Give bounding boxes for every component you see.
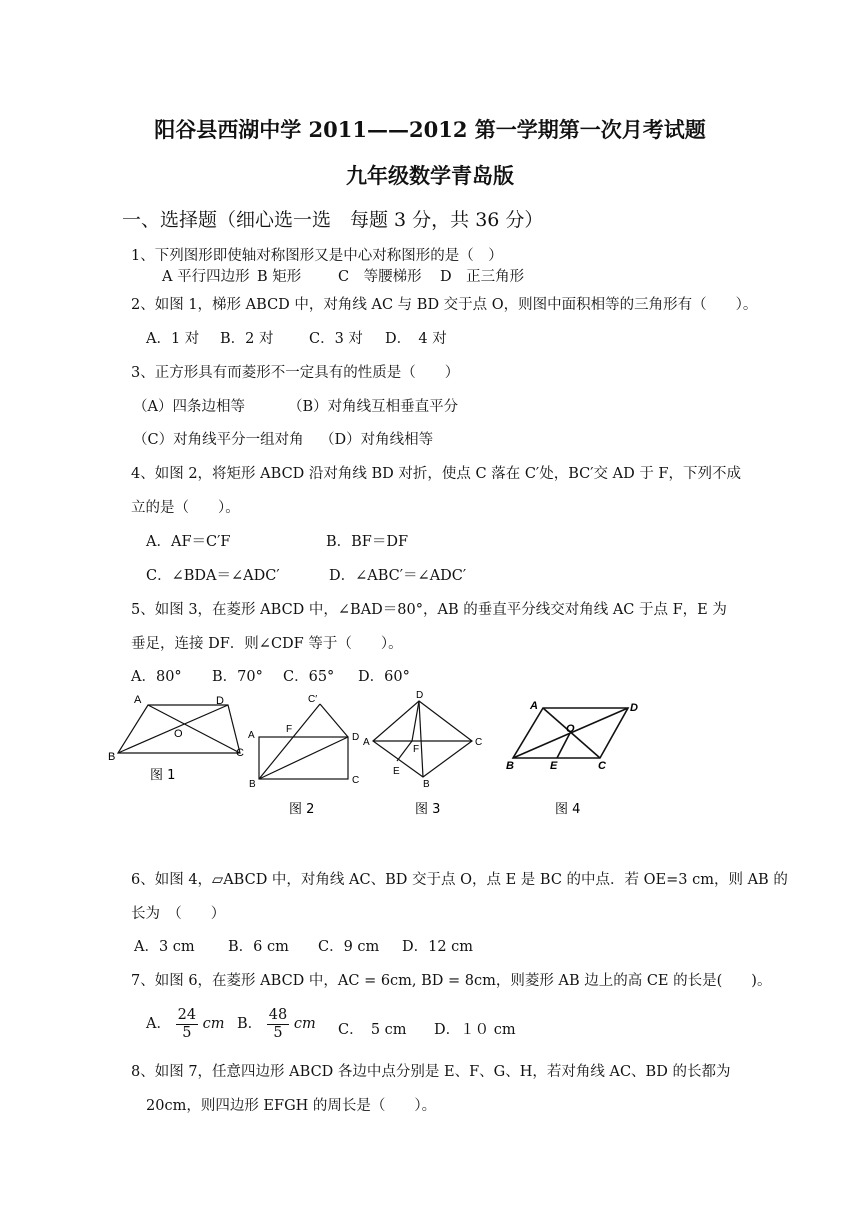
fig3-label-b: B	[423, 779, 430, 790]
fig2-label-c: C	[352, 775, 360, 786]
fig2-fold-bc	[259, 704, 320, 779]
question-5-stem-line1: 5、如图 3，在菱形 ABCD 中，∠BAD＝80°，AB 的垂直平分线交对角线 AC 于点 F，E 为	[131, 602, 727, 618]
fig4-caption: 图 4	[555, 802, 581, 817]
question-3-option-c: （C）对角线平分一组对角	[133, 432, 304, 448]
figure-2-folded-rectangle	[259, 704, 348, 779]
figures-row	[100, 690, 660, 820]
q7-a-denominator: 5	[182, 1024, 192, 1041]
page-subtitle: 九年级数学青岛版	[346, 163, 514, 188]
question-7-stem: 7、如图 6，在菱形 ABCD 中，AC = 6cm, BD = 8cm，则菱形 AB 边上的高 CE 的长是( )。	[131, 973, 772, 989]
fig4-label-e: E	[550, 760, 558, 772]
fig2-caption: 图 2	[289, 802, 315, 817]
question-5-stem-line2: 垂足，连接 DF．则∠CDF 等于（ ）。	[131, 636, 403, 652]
question-6-option-b: B．6 cm	[228, 939, 289, 955]
q7-b-numerator: 48	[268, 1007, 288, 1023]
fig3-segment-fe	[397, 741, 412, 761]
fig3-label-c: C	[475, 737, 483, 748]
question-7-option-d: D．１０ cm	[434, 1022, 516, 1038]
question-2-stem: 2、如图 1，梯形 ABCD 中，对角线 AC 与 BD 交于点 O，则图中面积相等的三角形有（ ）。	[131, 297, 758, 313]
question-5-option-c: C．65°	[283, 669, 335, 685]
fig1-diagonal-ac	[148, 705, 240, 753]
fig3-label-a: A	[363, 737, 370, 748]
question-3-option-a: （A）四条边相等	[133, 399, 245, 415]
fig4-label-c: C	[598, 760, 606, 772]
fig1-label-d: D	[216, 695, 224, 707]
fig4-label-d: D	[630, 702, 638, 714]
fig3-segment-df	[412, 701, 419, 741]
question-4-option-b: B．BF＝DF	[326, 534, 409, 550]
figure-3-rhombus	[373, 701, 472, 777]
question-1-option-d: D 正三角形	[440, 269, 525, 285]
section-heading: 一、选择题（细心选一选 每题 3 分，共 36 分）	[122, 209, 544, 231]
question-7-option-a	[146, 1007, 225, 1041]
fig3-label-f: F	[413, 744, 420, 755]
q7-b-unit: cm	[293, 1016, 316, 1033]
fig1-label-o: O	[174, 728, 183, 740]
q7-b-fraction	[267, 1007, 289, 1041]
q7-a-fraction	[176, 1007, 198, 1041]
question-6-option-d: D．12 cm	[402, 939, 474, 955]
question-6-option-a: A．3 cm	[134, 939, 195, 955]
fig4-label-a: A	[530, 700, 538, 712]
fig4-label-b: B	[506, 760, 514, 772]
question-5-option-d: D．60°	[358, 669, 410, 685]
question-7-option-b	[237, 1007, 316, 1041]
question-4-stem-line1: 4、如图 2，将矩形 ABCD 沿对角线 BD 对折，使点 C 落在 C′处，BC′交 AD 于 F，下列不成	[131, 466, 741, 482]
question-1-option-b: B 矩形	[257, 269, 302, 285]
fig1-label-b: B	[108, 751, 116, 763]
fig2-label-c-prime: C′	[308, 694, 318, 705]
question-4-option-a: A．AF＝C′F	[146, 534, 231, 550]
question-3-option-d: （D）对角线相等	[320, 432, 434, 448]
question-3-stem: 3、正方形具有而菱形不一定具有的性质是（ ）	[131, 365, 460, 381]
question-8-stem-line2: 20cm，则四边形 EFGH 的周长是（ ）。	[146, 1098, 437, 1114]
q7-b-denominator: 5	[273, 1024, 283, 1041]
fig3-label-e: E	[393, 766, 400, 777]
q7-a-unit: cm	[202, 1016, 225, 1033]
fig1-label-c: C	[236, 747, 244, 759]
fig2-label-a: A	[248, 730, 255, 741]
question-1-option-a: A 平行四边形	[162, 269, 250, 285]
fig3-label-d: D	[416, 690, 424, 701]
fig2-diagonal-bd	[259, 737, 348, 779]
fig1-caption: 图 1	[150, 768, 176, 783]
page-title: 阳谷县西湖中学 2011——2012 第一学期第一次月考试题	[154, 117, 706, 142]
question-4-stem-line2: 立的是（ ）。	[131, 500, 240, 516]
question-4-option-d: D．∠ABC′＝∠ADC′	[329, 568, 467, 584]
fig2-label-b: B	[249, 779, 256, 790]
question-4-option-c: C．∠BDA＝∠ADC′	[146, 568, 280, 584]
question-2-option-b: B．2 对	[220, 331, 274, 347]
question-1-option-c: C 等腰梯形	[338, 269, 422, 285]
question-5-option-b: B．70°	[212, 669, 263, 685]
fig1-diagonal-bd	[118, 705, 228, 753]
fig2-label-d: D	[352, 732, 360, 743]
question-8-stem-line1: 8、如图 7，任意四边形 ABCD 各边中点分别是 E、F、G、H，若对角线 AC、BD 的长都为	[131, 1064, 731, 1080]
fig1-label-a: A	[134, 694, 142, 706]
fig3-diagonal-bd	[419, 701, 423, 777]
fig2-fold-cd	[320, 704, 348, 737]
question-2-option-c: C．3 对	[309, 331, 363, 347]
fig3-caption: 图 3	[415, 802, 441, 817]
question-6-stem-line2: 长为 （ ）	[131, 906, 226, 922]
question-6-stem-line1: 6、如图 4，▱ABCD 中，对角线 AC、BD 交于点 O，点 E 是 BC 的中点．若 OE=3 cm，则 AB 的	[131, 872, 788, 888]
question-7-option-c: C． 5 cm	[338, 1022, 407, 1038]
fig2-label-f: F	[286, 724, 293, 735]
question-2-option-d: D． 4 对	[385, 331, 447, 347]
question-5-option-a: A．80°	[131, 669, 182, 685]
question-3-option-b: （B）对角线互相垂直平分	[288, 399, 459, 415]
fig4-label-o: O	[566, 723, 575, 735]
question-6-option-c: C．9 cm	[318, 939, 380, 955]
q7-a-label: A．	[146, 1016, 171, 1033]
q7-a-numerator: 24	[177, 1007, 197, 1023]
question-2-option-a: A．1 对	[146, 331, 200, 347]
q7-b-label: B．	[237, 1016, 263, 1033]
question-1-stem: 1、下列图形即使轴对称图形又是中心对称图形的是（ ）	[131, 248, 503, 264]
